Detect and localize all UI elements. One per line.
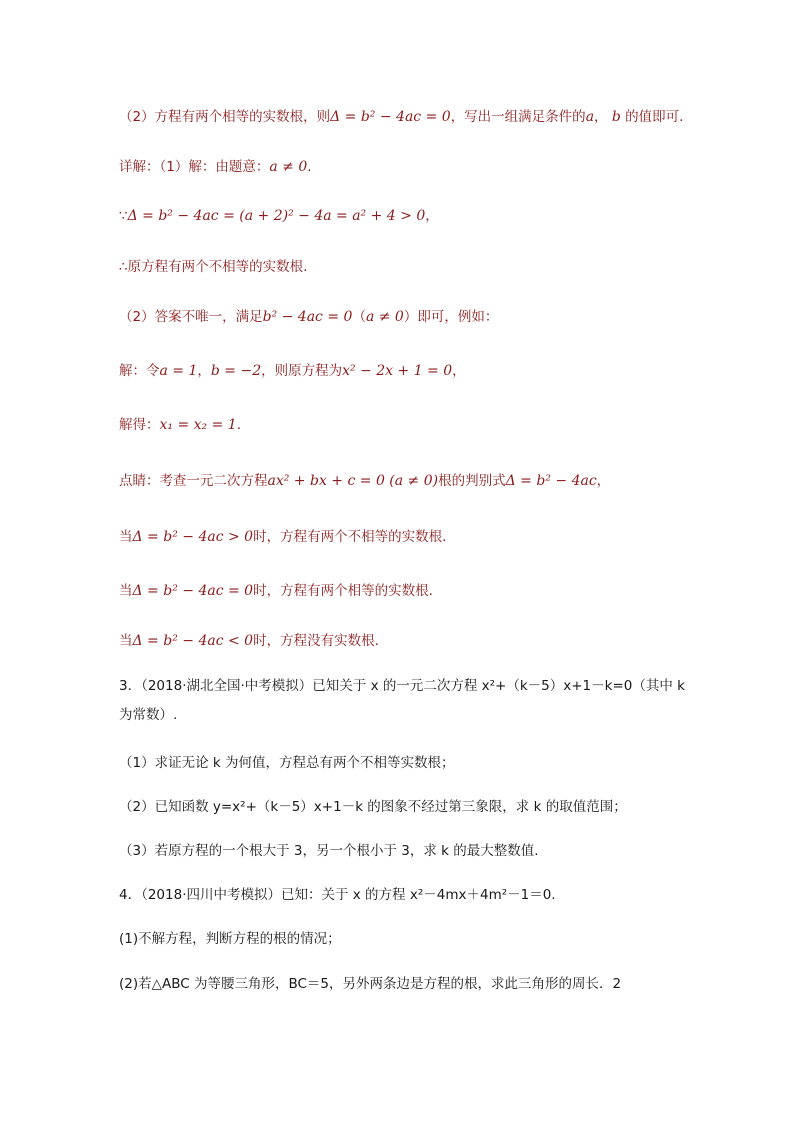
conclusion-line <box>119 258 307 276</box>
hint-text: （2）方程有两个相等的实数根，则 <box>119 109 331 125</box>
roots-equation: x₁ = x₂ = 1 <box>159 417 237 433</box>
example-label: 解：令 <box>119 363 160 379</box>
note-label: 点睛：考查一元二次方程 <box>119 473 268 489</box>
solution-label: 详解：（1）解：由题意： <box>119 159 270 175</box>
example-text: ，则原方程为 <box>261 363 343 379</box>
question-3-part-2 <box>119 798 627 816</box>
case-text: 时，方程没有实数根. <box>253 633 379 649</box>
question-3-part-2-text: （2）已知函数 y=x²+（k－5）x+1－k 的图象不经过第三象限，求 k 的取值范围； <box>119 799 627 815</box>
comma: ， <box>452 363 466 379</box>
period: . <box>236 417 241 433</box>
condition-a-nonzero: a ≠ 0 <box>269 159 308 175</box>
question-4-part-2-text: (2)若△ABC 为等腰三角形，BC＝5，另外两条边是方程的根，求此三角形的周长．2 <box>119 976 622 992</box>
discriminant-zero: b² − 4ac = 0 <box>262 309 353 325</box>
example-line <box>119 362 466 380</box>
discriminant-expansion: Δ = b² − 4ac = (a + 2)² − 4a = a² + 4 > 0 <box>127 208 426 224</box>
question-4-text: 4．（2018·四川中考模拟）已知：关于 x 的方程 x²－4mx＋4m²－1＝0. <box>119 887 556 903</box>
discriminant-equation: Δ = b² − 4ac = 0 <box>330 109 451 125</box>
hint-line-2 <box>119 108 683 126</box>
variable-a: a <box>585 109 595 125</box>
period: . <box>307 159 312 175</box>
question-3-text: 3．（2018·湖北全国·中考模拟）已知关于 x 的一元二次方程 x²+（k－5）x+1－k=0（其中 k <box>119 678 685 694</box>
hint-text-end: 的值即可. <box>620 109 684 125</box>
case-label: 当 <box>119 633 133 649</box>
question-4-part-2 <box>119 975 621 993</box>
example-equation: x² − 2x + 1 = 0 <box>342 363 453 379</box>
answer-text: （2）答案不唯一，满足 <box>119 309 263 325</box>
note-line <box>119 472 610 490</box>
question-3-stem-cont <box>119 706 177 724</box>
question-3-part-3-text: （3）若原方程的一个根大于 3，另一个根小于 3，求 k 的最大整数值. <box>119 843 539 859</box>
variable-b: b <box>611 109 621 125</box>
discriminant-line <box>119 207 439 225</box>
discriminant-zero: Δ = b² − 4ac = 0 <box>132 583 254 599</box>
case-text: 时，方程有两个不相等的实数根. <box>253 529 447 545</box>
conclusion-text: ∴原方程有两个不相等的实数根. <box>119 259 308 275</box>
comma: ， <box>197 363 211 379</box>
b-value: b = −2 <box>210 363 262 379</box>
case-negative-line <box>119 632 379 650</box>
general-quadratic: ax² + bx + c = 0 (a ≠ 0) <box>267 473 439 489</box>
discriminant-negative: Δ = b² − 4ac < 0 <box>132 633 254 649</box>
answer-part2-line <box>119 308 498 326</box>
solution-intro-line <box>119 158 312 176</box>
question-4-stem <box>119 886 556 904</box>
note-text: 根的判别式 <box>438 473 506 489</box>
question-3-text-cont: 为常数）. <box>119 707 178 723</box>
question-4-part-1 <box>119 930 341 948</box>
question-4-part-1-text: (1)不解方程，判断方程的根的情况； <box>119 931 341 947</box>
paren-open: （ <box>352 309 366 325</box>
answer-text-end: ）即可，例如： <box>403 309 499 325</box>
question-3-stem <box>119 677 685 695</box>
discriminant-formula: Δ = b² − 4ac <box>505 473 597 489</box>
roots-label: 解得： <box>119 417 160 433</box>
comma: ， <box>425 208 439 224</box>
discriminant-positive: Δ = b² − 4ac > 0 <box>132 529 254 545</box>
case-label: 当 <box>119 583 133 599</box>
question-3-part-1-text: （1）求证无论 k 为何值，方程总有两个不相等实数根； <box>119 755 455 771</box>
case-zero-line <box>119 582 433 600</box>
case-text: 时，方程有两个相等的实数根. <box>253 583 433 599</box>
case-label: 当 <box>119 529 133 545</box>
separator: ， <box>594 109 612 125</box>
hint-text-mid: ，写出一组满足条件的 <box>450 109 586 125</box>
roots-line <box>119 416 241 434</box>
question-3-part-1 <box>119 754 455 772</box>
a-value: a = 1 <box>159 363 198 379</box>
because-symbol: ∵ <box>119 208 128 224</box>
condition-a-nonzero: a ≠ 0 <box>365 309 404 325</box>
question-3-part-3 <box>119 842 539 860</box>
comma: ， <box>596 473 611 489</box>
case-positive-line <box>119 528 446 546</box>
